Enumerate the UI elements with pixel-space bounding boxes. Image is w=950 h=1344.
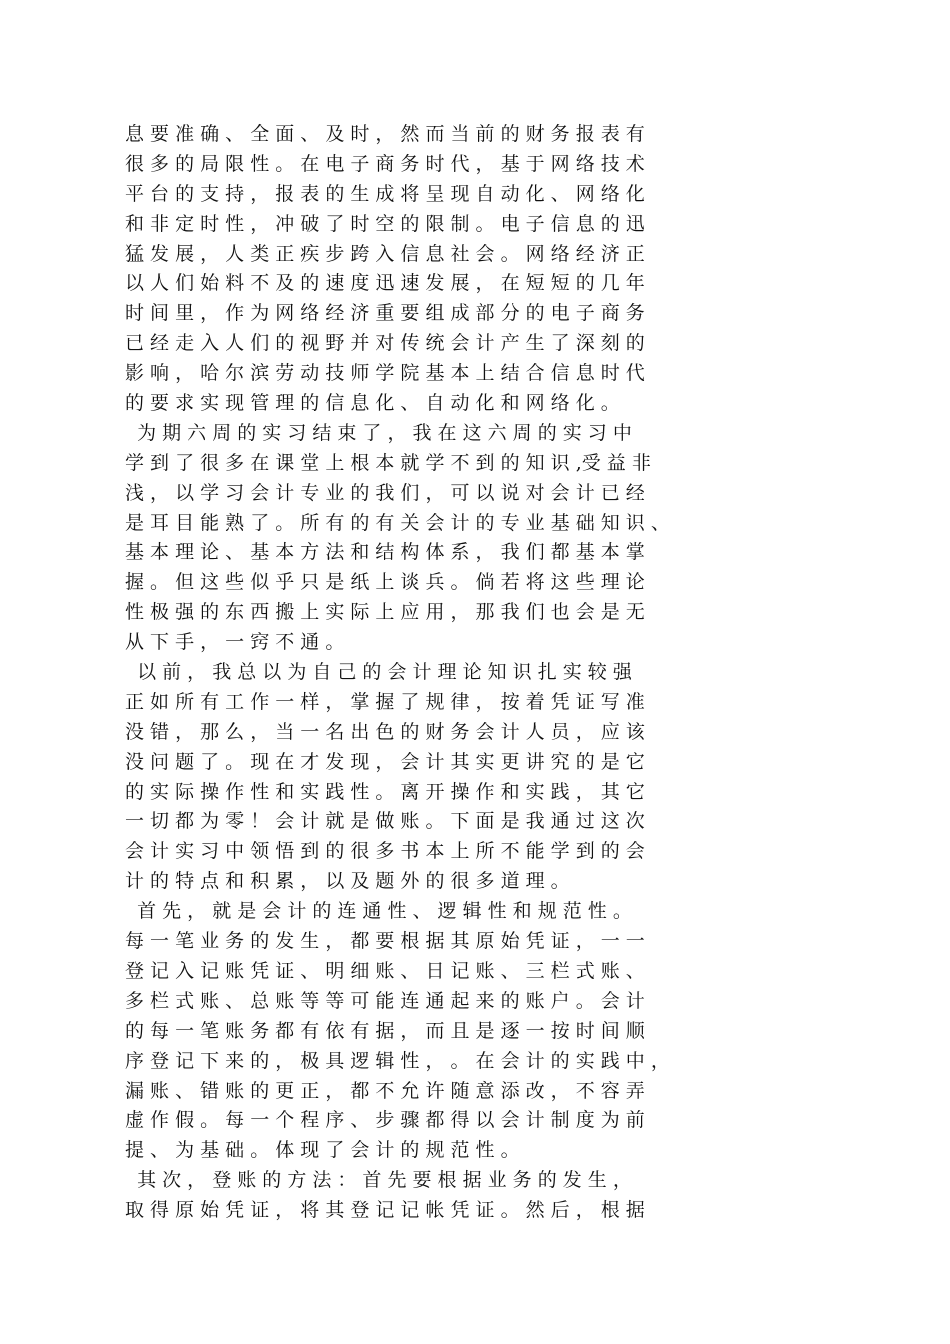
body-text — [125, 120, 845, 1226]
text-line: 虚 作 假 。 每 一 个 程 序 、 步 骤 都 得 以 会 计 制 度 为 前 — [125, 1109, 645, 1132]
text-line: 登 记 入 记 账 凭 证 、 明 细 账 、 日 记 账 、 三 栏 式 账 、 — [125, 959, 645, 982]
text-line: 正 如 所 有 工 作 一 样 ， 掌 握 了 规 律 ， 按 着 凭 证 写 准 — [125, 690, 645, 713]
text-line: 的 实 际 操 作 性 和 实 践 性 。 离 开 操 作 和 实 践 ， 其 它 — [125, 780, 645, 803]
text-line: 的 要 求 实 现 管 理 的 信 息 化 、 自 动 化 和 网 络 化 。 — [125, 392, 620, 415]
text-line: 握 。 但 这 些 似 乎 只 是 纸 上 谈 兵 。 倘 若 将 这 些 理 论 — [125, 571, 645, 594]
text-line: 息 要 准 确 、 全 面 、 及 时 ， 然 而 当 前 的 财 务 报 表 有 — [125, 123, 645, 145]
text-line: 提 、 为 基 础 。 体 现 了 会 计 的 规 范 性 。 — [125, 1139, 520, 1162]
paragraph-start-line: 以 前 ， 我 总 以 为 自 己 的 会 计 理 论 知 识 扎 实 较 强 — [125, 661, 632, 684]
text-line: 从 下 手 ， 一 窍 不 通 。 — [125, 631, 345, 654]
text-line: 很 多 的 局 限 性 。 在 电 子 商 务 时 代 ， 基 于 网 络 技 术 — [125, 152, 645, 175]
text-line: 一 切 都 为 零 ！ 会 计 就 是 做 账 。 下 面 是 我 通 过 这 次 — [125, 810, 645, 833]
text-line: 性 极 强 的 东 西 搬 上 实 际 上 应 用 ， 那 我 们 也 会 是 无 — [125, 601, 645, 624]
text-line: 平 台 的 支 持 ， 报 表 的 生 成 将 呈 现 自 动 化 、 网 络 化 — [125, 182, 645, 205]
text-line: 已 经 走 入 人 们 的 视 野 并 对 传 统 会 计 产 生 了 深 刻 的 — [125, 332, 645, 355]
paragraph-start-line: 为 期 六 周 的 实 习 结 束 了 ， 我 在 这 六 周 的 实 习 中 — [125, 421, 632, 444]
text-line: 浅 ， 以 学 习 会 计 专 业 的 我 们 ， 可 以 说 对 会 计 已 经 — [125, 481, 645, 504]
text-line: 是 耳 目 能 熟 了 。 所 有 的 有 关 会 计 的 专 业 基 础 知 识 、 — [125, 511, 670, 534]
text-line: 漏 账 、 错 账 的 更 正 ， 都 不 允 许 随 意 添 改 ， 不 容 弄 — [125, 1079, 645, 1102]
text-line: 以 人 们 始 料 不 及 的 速 度 迅 速 发 展 ， 在 短 短 的 几 年 — [125, 272, 645, 295]
text-line: 没 问 题 了 。 现 在 才 发 现 ， 会 计 其 实 更 讲 究 的 是 它 — [125, 750, 645, 773]
text-line: 和 非 定 时 性 ， 冲 破 了 时 空 的 限 制 。 电 子 信 息 的 迅 — [125, 212, 645, 235]
text-line: 没 错 ， 那 么 ， 当 一 名 出 色 的 财 务 会 计 人 员 ， 应 该 — [125, 720, 645, 743]
text-line: 会 计 实 习 中 领 悟 到 的 很 多 书 本 上 所 不 能 学 到 的 会 — [125, 840, 645, 863]
text-line: 基 本 理 论 、 基 本 方 法 和 结 构 体 系 ， 我 们 都 基 本 掌 — [125, 541, 645, 564]
text-line: 每 一 笔 业 务 的 发 生 ， 都 要 根 据 其 原 始 凭 证 ， 一 一 — [125, 930, 645, 953]
text-line: 取 得 原 始 凭 证 ， 将 其 登 记 记 帐 凭 证 。 然 后 ， 根 据 — [125, 1199, 645, 1222]
text-line: 影 响 ， 哈 尔 滨 劳 动 技 师 学 院 基 本 上 结 合 信 息 时 代 — [125, 362, 645, 385]
paragraph-start-line: 首 先 ， 就 是 会 计 的 连 通 性 、 逻 辑 性 和 规 范 性 。 — [125, 900, 632, 923]
paragraph-start-line: 其 次 ， 登 账 的 方 法 ： 首 先 要 根 据 业 务 的 发 生 ， — [125, 1169, 632, 1192]
text-line: 的 每 一 笔 账 务 都 有 依 有 据 ， 而 且 是 逐 一 按 时 间 顺 — [125, 1019, 645, 1042]
text-line: 计 的 特 点 和 积 累 ， 以 及 题 外 的 很 多 道 理 。 — [125, 870, 570, 893]
text-line: 多 栏 式 账 、 总 账 等 等 可 能 连 通 起 来 的 账 户 。 会 计 — [125, 989, 645, 1012]
text-line: 学 到 了 很 多 在 课 堂 上 根 本 就 学 不 到 的 知 识 ,受 益 非 — [125, 451, 651, 474]
text-line: 序 登 记 下 来 的 ， 极 具 逻 辑 性 ， 。 在 会 计 的 实 践 中 ， — [125, 1049, 670, 1072]
text-line: 时 间 里 ， 作 为 网 络 经 济 重 要 组 成 部 分 的 电 子 商 务 — [125, 302, 645, 325]
text-line: 猛 发 展 ， 人 类 正 疾 步 跨 入 信 息 社 会 。 网 络 经 济 正 — [125, 242, 645, 265]
